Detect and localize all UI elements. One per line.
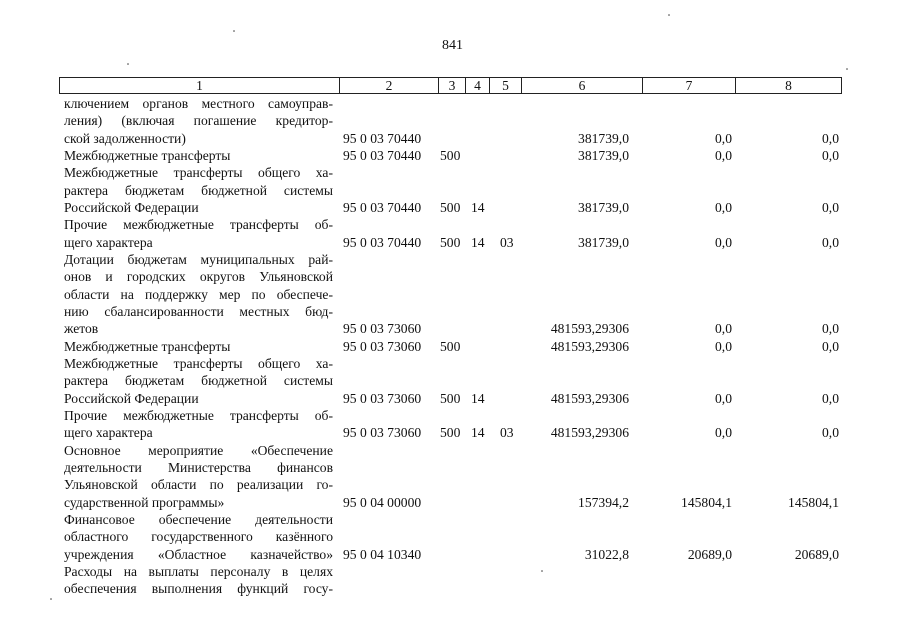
- header-col-6: 6: [522, 78, 643, 93]
- row-amount-col7: 0,0: [715, 200, 732, 215]
- description-line: нию сбалансированности местных бюд-: [64, 304, 333, 319]
- row-vr-cell: 500: [440, 200, 461, 215]
- row-code-cell: 95 0 03 73060: [343, 425, 422, 440]
- row-rz-cell: 14: [471, 235, 485, 250]
- row-amount-col6: 481593,29306: [550, 425, 629, 440]
- row-amount-col8: 0,0: [822, 235, 839, 250]
- row-amount-col8: 0,0: [822, 339, 839, 354]
- description-line: деятельности Министерства финансов: [64, 460, 333, 475]
- row-vr-cell: 500: [440, 235, 461, 250]
- row-amount-col8: 0,0: [822, 321, 839, 336]
- row-rz-cell: 14: [471, 200, 485, 215]
- row-amount-col7: 0,0: [715, 339, 732, 354]
- row-amount-col8: 20689,0: [794, 547, 839, 562]
- row-pr-cell: 03: [500, 425, 514, 440]
- description-line: области на поддержку мер по обеспече-: [64, 287, 333, 302]
- header-col-7: 7: [643, 78, 736, 93]
- row-amount-col7: 0,0: [715, 391, 732, 406]
- row-amount-col8: 0,0: [822, 200, 839, 215]
- description-line: ской задолженности): [64, 131, 186, 146]
- row-amount-col6: 381739,0: [578, 148, 629, 163]
- description-line: Российской Федерации: [64, 391, 199, 406]
- row-pr-cell: 03: [500, 235, 514, 250]
- row-code-cell: 95 0 03 73060: [343, 391, 422, 406]
- table-header: [59, 77, 842, 94]
- row-amount-col6: 381739,0: [578, 235, 629, 250]
- description-line: учреждения «Областное казначейство»: [64, 547, 333, 562]
- row-amount-col6: 157394,2: [578, 495, 629, 510]
- scan-speck: [541, 570, 543, 572]
- header-col-2: 2: [340, 78, 439, 93]
- description-line: Прочие межбюджетные трансферты об-: [64, 217, 333, 232]
- page-number: 841: [442, 38, 463, 53]
- description-line: рактера бюджетам бюджетной системы: [64, 183, 333, 198]
- row-amount-col6: 31022,8: [584, 547, 629, 562]
- description-line: ключением органов местного самоуправ-: [64, 96, 333, 111]
- description-line: Межбюджетные трансферты общего ха-: [64, 165, 333, 180]
- row-amount-col8: 0,0: [822, 131, 839, 146]
- header-col-4: 4: [466, 78, 490, 93]
- description-line: Прочие межбюджетные трансферты об-: [64, 408, 333, 423]
- row-amount-col7: 0,0: [715, 148, 732, 163]
- row-vr-cell: 500: [440, 391, 461, 406]
- description-line: сударственной программы»: [64, 495, 225, 510]
- row-amount-col7: 0,0: [715, 131, 732, 146]
- row-amount-col7: 20689,0: [687, 547, 732, 562]
- row-amount-col6: 481593,29306: [550, 321, 629, 336]
- row-amount-col6: 381739,0: [578, 200, 629, 215]
- description-line: Дотации бюджетам муниципальных рай-: [64, 252, 333, 267]
- row-amount-col7: 0,0: [715, 235, 732, 250]
- row-vr-cell: 500: [440, 339, 461, 354]
- row-code-cell: 95 0 03 73060: [343, 339, 422, 354]
- row-code-cell: 95 0 03 70440: [343, 200, 422, 215]
- description-line: щего характера: [64, 425, 153, 440]
- row-amount-col7: 145804,1: [681, 495, 732, 510]
- row-amount-col6: 381739,0: [578, 131, 629, 146]
- row-code-cell: 95 0 03 70440: [343, 148, 422, 163]
- row-rz-cell: 14: [471, 391, 485, 406]
- description-line: Межбюджетные трансферты: [64, 339, 231, 354]
- row-code-cell: 95 0 04 10340: [343, 547, 422, 562]
- row-rz-cell: 14: [471, 425, 485, 440]
- scan-speck: [846, 68, 848, 70]
- header-col-3: 3: [439, 78, 466, 93]
- header-col-1: 1: [60, 78, 340, 93]
- description-line: Межбюджетные трансферты: [64, 148, 231, 163]
- description-line: Российской Федерации: [64, 200, 199, 215]
- description-line: жетов: [64, 321, 99, 336]
- row-amount-col7: 0,0: [715, 425, 732, 440]
- row-code-cell: 95 0 03 70440: [343, 235, 422, 250]
- row-amount-col8: 145804,1: [788, 495, 839, 510]
- row-amount-col6: 481593,29306: [550, 339, 629, 354]
- row-code-cell: 95 0 04 00000: [343, 495, 422, 510]
- description-line: щего характера: [64, 235, 153, 250]
- description-line: Ульяновской области по реализации го-: [64, 477, 333, 492]
- description-line: областного государственного казённого: [64, 529, 333, 544]
- description-line: Основное мероприятие «Обеспечение: [64, 443, 333, 458]
- description-line: ления) (включая погашение кредитор-: [64, 113, 333, 128]
- row-amount-col8: 0,0: [822, 148, 839, 163]
- row-amount-col8: 0,0: [822, 391, 839, 406]
- scan-speck: [233, 30, 235, 32]
- description-line: онов и городских округов Ульяновской: [64, 269, 333, 284]
- header-col-8: 8: [785, 78, 792, 93]
- row-vr-cell: 500: [440, 148, 461, 163]
- row-vr-cell: 500: [440, 425, 461, 440]
- scan-speck: [127, 63, 129, 65]
- row-amount-col6: 481593,29306: [550, 391, 629, 406]
- description-line: Финансовое обеспечение деятельности: [64, 512, 333, 527]
- row-amount-col7: 0,0: [715, 321, 732, 336]
- row-amount-col8: 0,0: [822, 425, 839, 440]
- scan-speck: [668, 14, 670, 16]
- description-line: рактера бюджетам бюджетной системы: [64, 373, 333, 388]
- header-col-5: 5: [490, 78, 522, 93]
- description-line: Межбюджетные трансферты общего ха-: [64, 356, 333, 371]
- scan-speck: [50, 598, 52, 600]
- description-line: Расходы на выплаты персоналу в целях: [64, 564, 333, 579]
- row-code-cell: 95 0 03 73060: [343, 321, 422, 336]
- row-code-cell: 95 0 03 70440: [343, 131, 422, 146]
- description-line: обеспечения выполнения функций госу-: [64, 581, 333, 596]
